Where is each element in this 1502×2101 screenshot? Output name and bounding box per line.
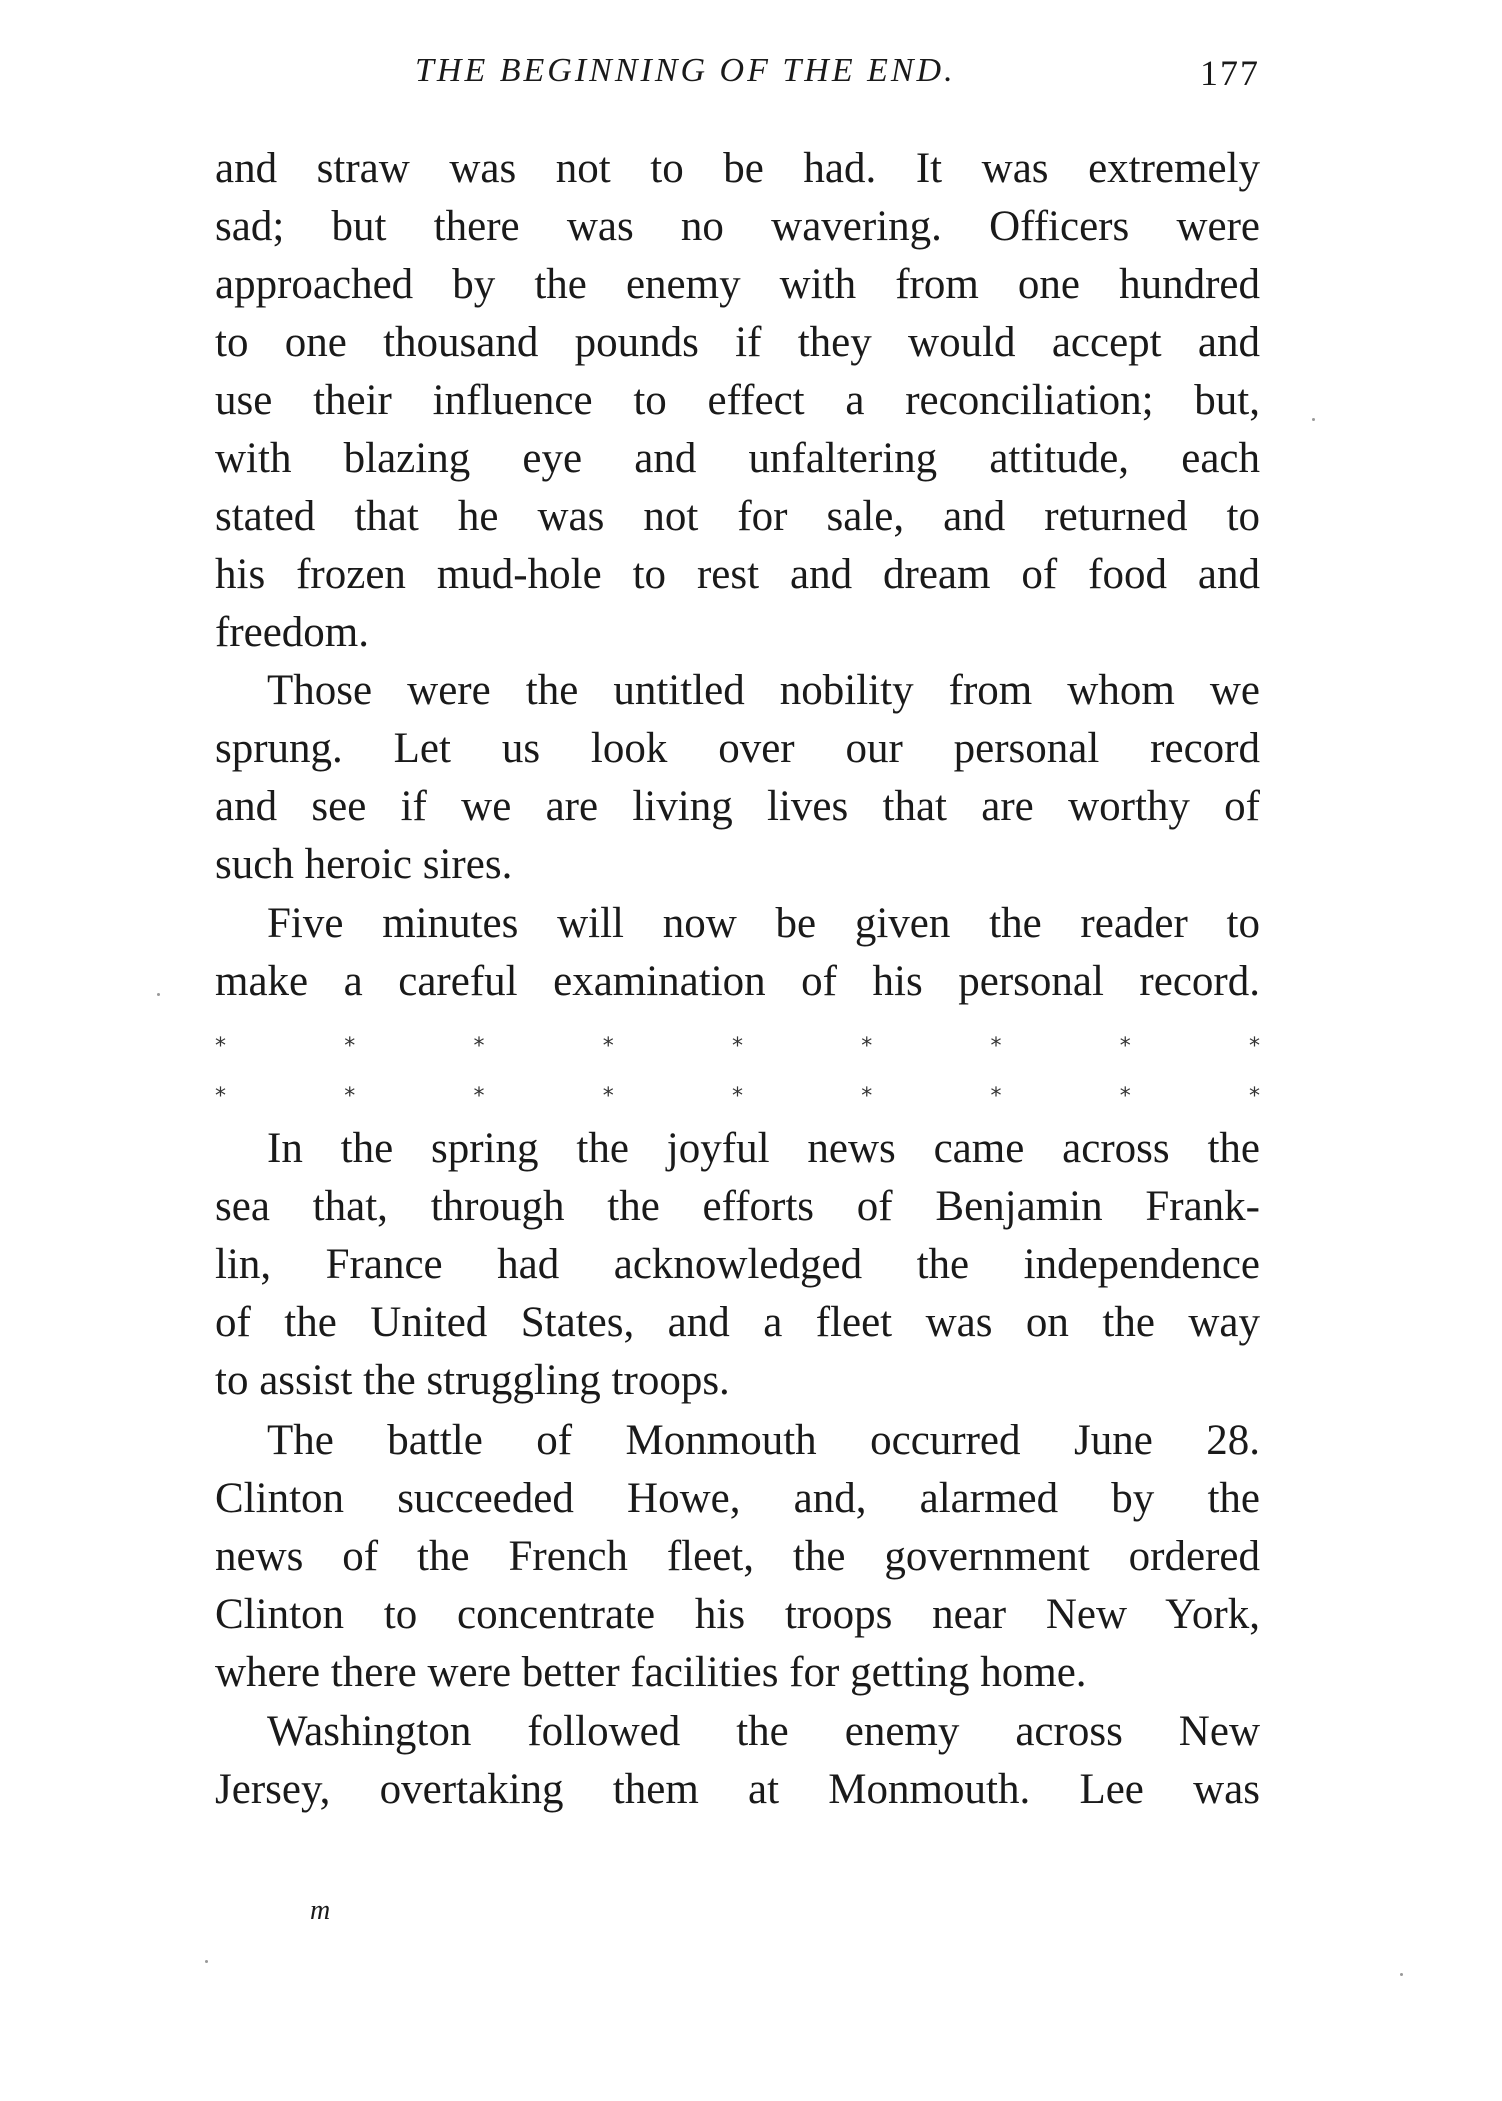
text-line: news of the French fleet, the government ordered bbox=[215, 1533, 1260, 1580]
text-line: stated that he was not for sale, and returned to bbox=[215, 493, 1260, 540]
text-line: such heroic sires. bbox=[215, 841, 513, 888]
paragraph-3 bbox=[215, 895, 1260, 1011]
signature-mark: m bbox=[310, 1895, 331, 1926]
text-line: of the United States, and a fleet was on the way bbox=[215, 1299, 1260, 1346]
paragraph-5 bbox=[215, 1412, 1260, 1702]
asterisk-row-2 bbox=[215, 1084, 1260, 1124]
text-line: Jersey, overtaking them at Monmouth. Lee was bbox=[215, 1766, 1260, 1813]
text-line: sprung. Let us look over our personal record bbox=[215, 725, 1260, 772]
paper-speck bbox=[1400, 1973, 1403, 1976]
text-line: freedom. bbox=[215, 609, 370, 656]
running-title: THE BEGINNING OF THE END. bbox=[415, 52, 956, 89]
paper-speck bbox=[1312, 418, 1315, 421]
asterisk: * bbox=[344, 1034, 356, 1059]
asterisk: * bbox=[990, 1034, 1002, 1059]
running-head bbox=[215, 52, 1260, 102]
text-line: and see if we are living lives that are worthy of bbox=[215, 783, 1260, 830]
paragraph-6 bbox=[215, 1703, 1260, 1819]
paragraph-1 bbox=[215, 140, 1260, 662]
text-line: Washington followed the enemy across New bbox=[267, 1708, 1260, 1755]
asterisk: * bbox=[861, 1034, 873, 1059]
text-line: lin, France had acknowledged the independence bbox=[215, 1241, 1260, 1288]
text-line: The battle of Monmouth occurred June 28. bbox=[267, 1417, 1260, 1464]
paper-speck bbox=[157, 993, 160, 996]
text-line: approached by the enemy with from one hundred bbox=[215, 261, 1260, 308]
asterisk: * bbox=[990, 1084, 1002, 1109]
text-line: and straw was not to be had. It was extremely bbox=[215, 145, 1260, 192]
asterisk: * bbox=[861, 1084, 873, 1109]
asterisk: * bbox=[1119, 1084, 1131, 1109]
text-line: sea that, through the efforts of Benjamin Frank- bbox=[215, 1183, 1260, 1230]
text-line: Clinton succeeded Howe, and, alarmed by the bbox=[215, 1475, 1260, 1522]
text-line: use their influence to effect a reconciliation; but, bbox=[215, 377, 1260, 424]
asterisk: * bbox=[602, 1034, 614, 1059]
text-line: Those were the untitled nobility from whom we bbox=[267, 667, 1260, 714]
asterisk: * bbox=[732, 1034, 743, 1059]
text-line: where there were better facilities for getting home. bbox=[215, 1649, 1087, 1696]
text-line: Five minutes will now be given the reader to bbox=[267, 900, 1260, 947]
text-line: make a careful examination of his personal record. bbox=[215, 958, 1260, 1005]
asterisk: * bbox=[1119, 1034, 1131, 1059]
text-line: In the spring the joyful news came across the bbox=[267, 1125, 1260, 1172]
asterisk: * bbox=[473, 1034, 485, 1059]
page-number: 177 bbox=[1200, 53, 1260, 93]
asterisk: * bbox=[215, 1084, 226, 1109]
asterisk: * bbox=[1249, 1034, 1260, 1059]
text-line: his frozen mud-hole to rest and dream of food and bbox=[215, 551, 1260, 598]
asterisk: * bbox=[1249, 1084, 1260, 1109]
asterisk: * bbox=[344, 1084, 356, 1109]
asterisk: * bbox=[215, 1034, 226, 1059]
asterisk: * bbox=[732, 1084, 743, 1109]
text-line: to one thousand pounds if they would accept and bbox=[215, 319, 1260, 366]
asterisk: * bbox=[602, 1084, 614, 1109]
paper-speck bbox=[205, 1960, 208, 1963]
paragraph-4 bbox=[215, 1120, 1260, 1410]
text-line: to assist the struggling troops. bbox=[215, 1357, 730, 1404]
text-line: Clinton to concentrate his troops near New York, bbox=[215, 1591, 1260, 1638]
asterisk: * bbox=[473, 1084, 485, 1109]
paragraph-2 bbox=[215, 662, 1260, 894]
text-line: with blazing eye and unfaltering attitude, each bbox=[215, 435, 1260, 482]
text-line: sad; but there was no wavering. Officers were bbox=[215, 203, 1260, 250]
asterisk-row-1 bbox=[215, 1034, 1260, 1074]
